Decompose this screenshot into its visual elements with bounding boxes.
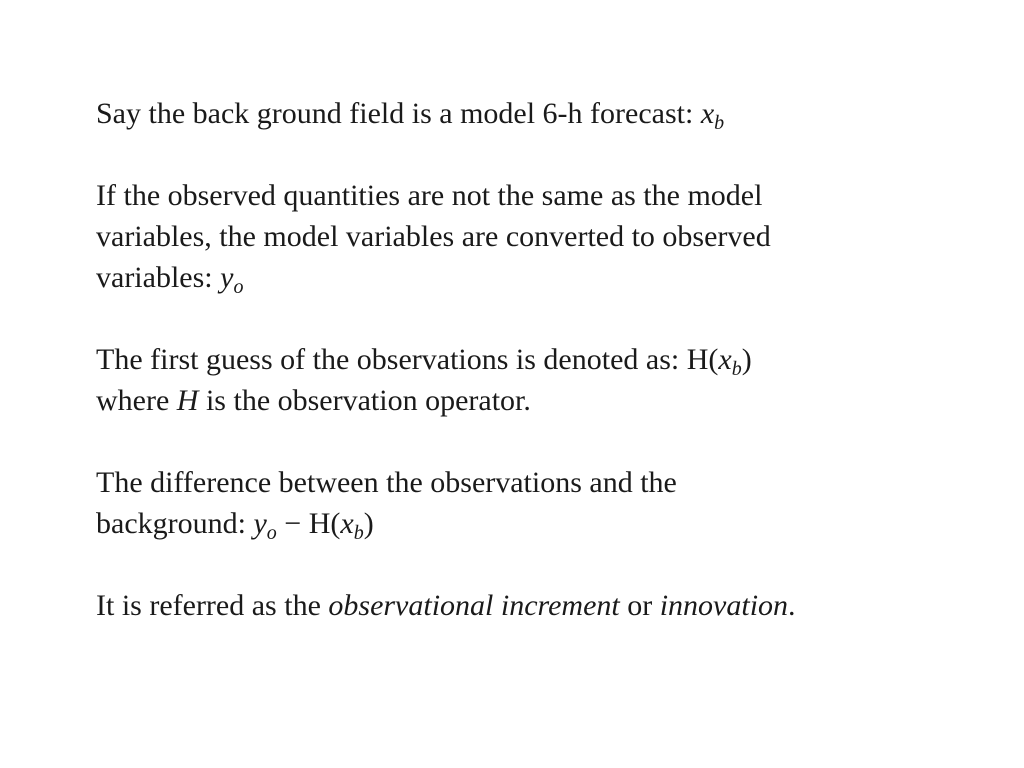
- math-subscript-o: o: [233, 276, 244, 298]
- term-innovation: innovation: [659, 589, 789, 622]
- paragraph-difference: [96, 462, 956, 544]
- paragraph-text: where: [96, 384, 177, 417]
- paragraph-text: .: [788, 589, 796, 622]
- math-variable-y: y: [220, 261, 234, 294]
- paragraph-text: The first guess of the observations is denoted as: H(: [96, 343, 719, 376]
- paragraph-text: It is referred as the: [96, 589, 329, 622]
- paragraph-observed-variables: [96, 175, 956, 298]
- paragraph-background-field: [96, 93, 956, 134]
- term-observational-increment: observational increment: [328, 589, 620, 622]
- slide-body: [96, 93, 956, 626]
- math-subscript-o: o: [266, 522, 277, 544]
- paragraph-text: Say the back ground field is a model 6-h forecast:: [96, 97, 701, 130]
- paragraph-line: The difference between the observations and the: [96, 466, 677, 499]
- paragraph-first-guess: [96, 339, 956, 421]
- paragraph-line: If the observed quantities are not the same as the model: [96, 179, 763, 212]
- paragraph-line: variables, the model variables are converted to observed: [96, 220, 771, 253]
- paragraph-innovation: [96, 585, 956, 626]
- paragraph-text: or: [619, 589, 660, 622]
- math-subscript-b: b: [714, 112, 725, 134]
- math-variable-y: y: [253, 507, 267, 540]
- paragraph-text: ): [363, 507, 374, 540]
- paragraph-text: is the observation operator.: [198, 384, 531, 417]
- math-subscript-b: b: [353, 522, 364, 544]
- math-variable-x: x: [718, 343, 732, 376]
- paragraph-text: background:: [96, 507, 254, 540]
- paragraph-line: variables:: [96, 261, 221, 294]
- math-variable-x: x: [340, 507, 354, 540]
- paragraph-text: ): [741, 343, 752, 376]
- math-subscript-b: b: [731, 358, 742, 380]
- math-variable-x: x: [700, 97, 715, 130]
- math-minus-h: − H(: [276, 507, 341, 540]
- math-operator-h: H: [176, 384, 199, 417]
